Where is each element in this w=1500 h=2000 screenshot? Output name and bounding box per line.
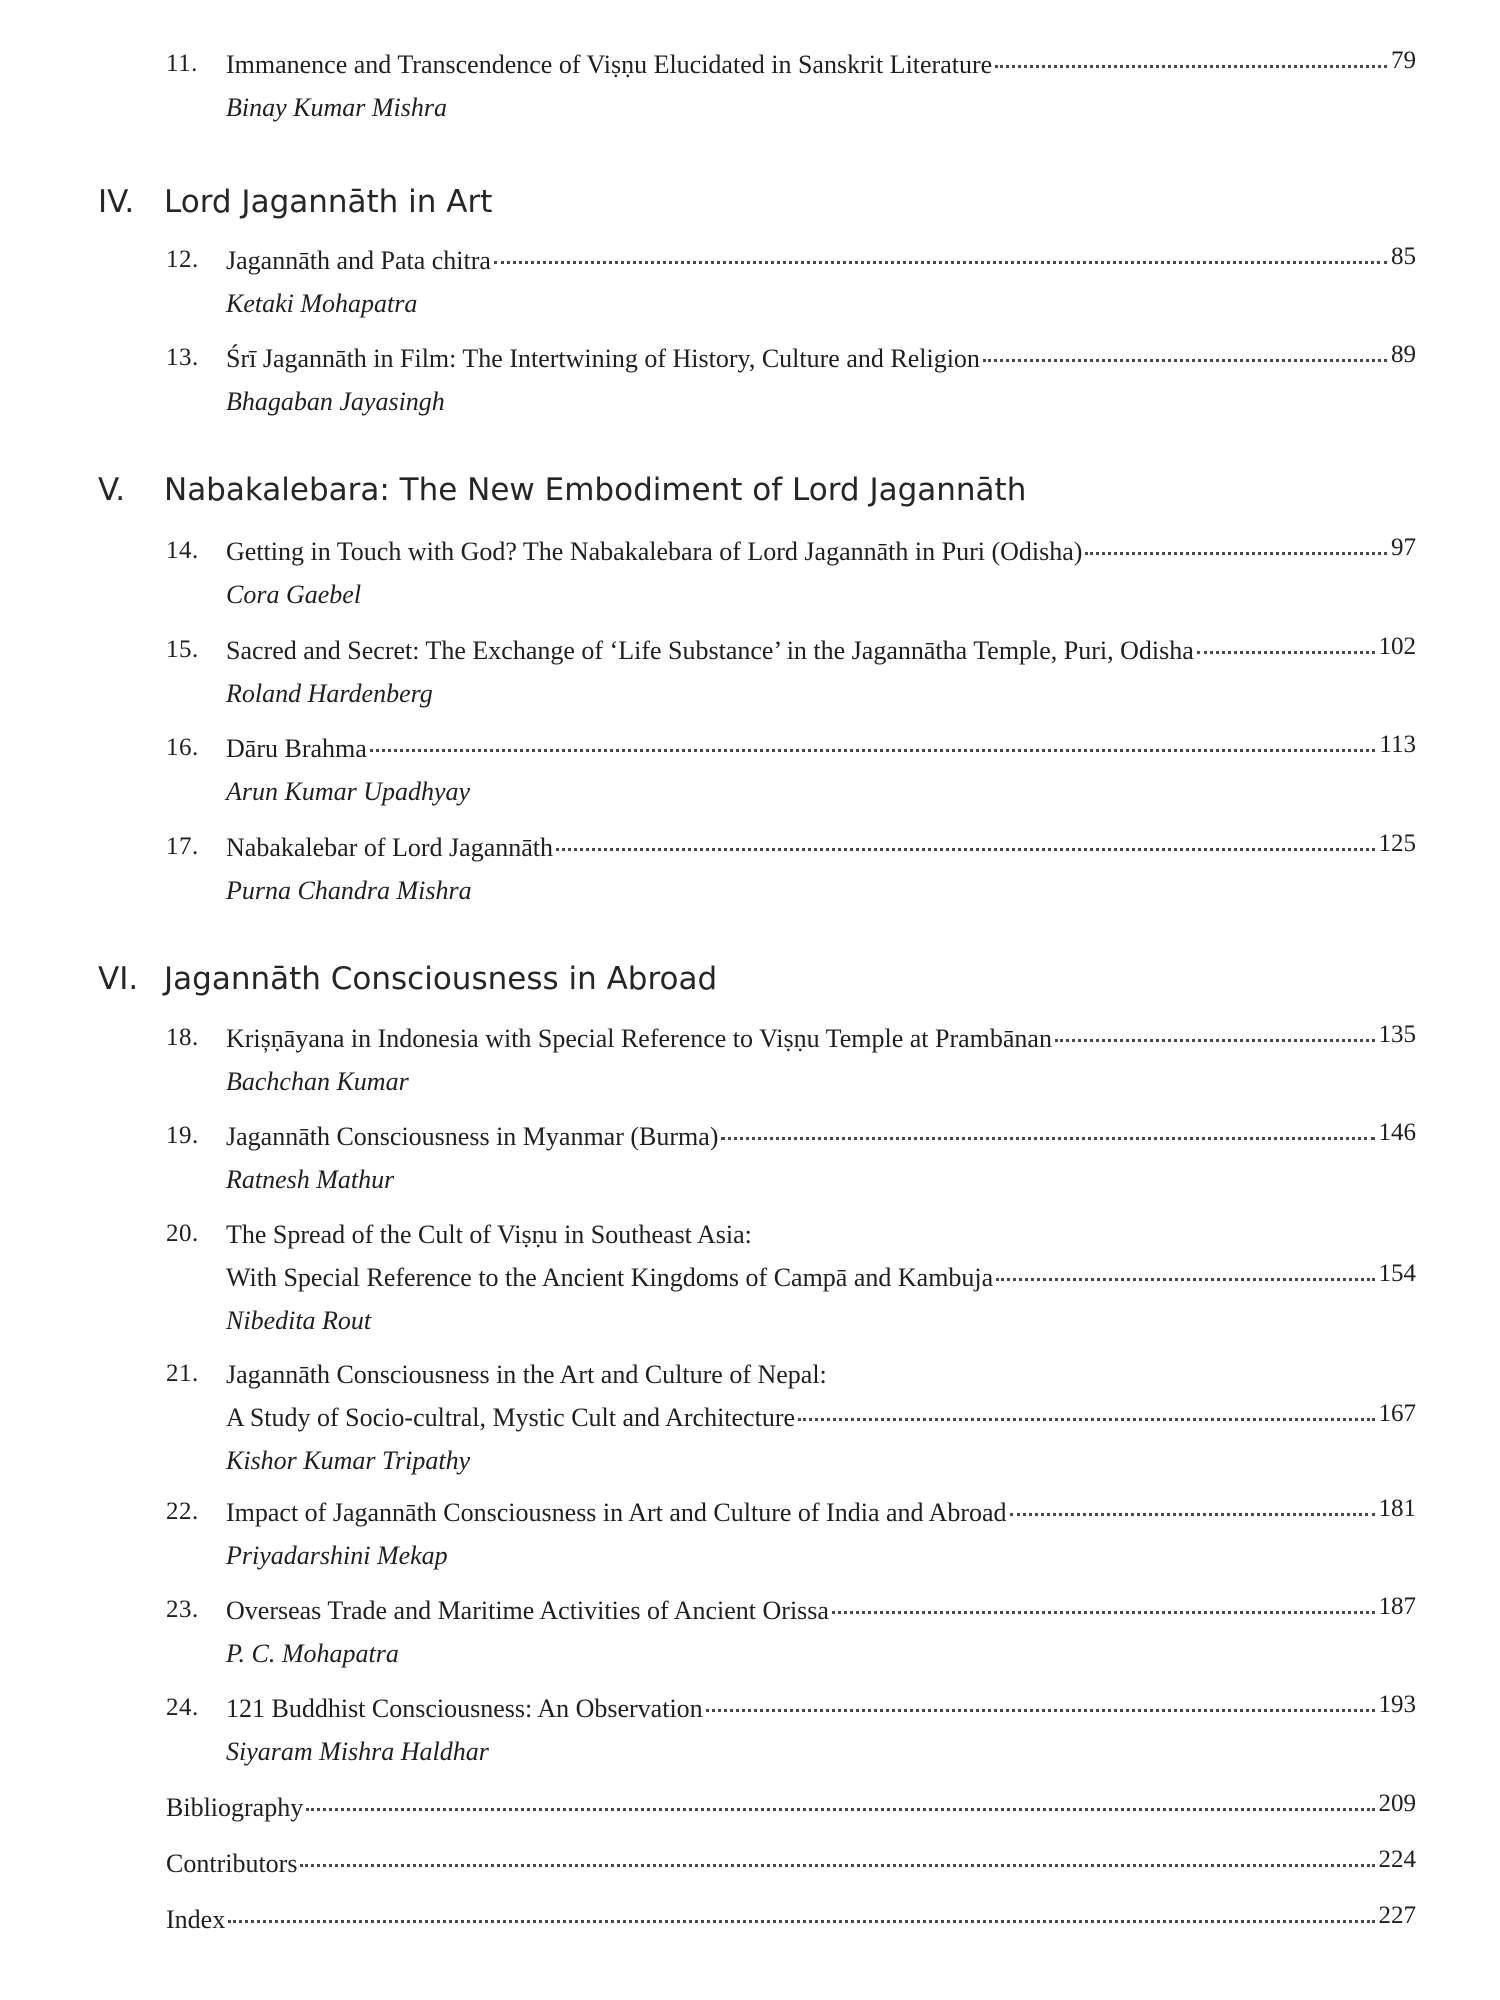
entry-author: Kishor Kumar Tripathy <box>226 1446 471 1475</box>
entry-number: 13. <box>166 344 199 371</box>
dot-leader <box>798 1418 1374 1421</box>
section-title: Nabakalebara: The New Embodiment of Lord Jagannāth <box>164 472 1027 508</box>
entry-title-line-1: Jagannāth Consciousness in the Art and Culture of Nepal: <box>226 1360 827 1389</box>
entry-author: Bachchan Kumar <box>226 1067 409 1096</box>
entry-title: Nabakalebar of Lord Jagannāth <box>226 833 554 862</box>
dot-leader <box>995 65 1387 68</box>
entry-title: Immanence and Transcendence of Viṣṇu Elucidated in Sanskrit Literature <box>226 50 993 79</box>
dot-leader <box>370 749 1376 752</box>
entry-page: 79 <box>1391 47 1416 74</box>
dot-leader <box>721 1137 1374 1140</box>
entry-number: 22. <box>166 1498 199 1525</box>
entry-page: 146 <box>1378 1119 1416 1146</box>
back-matter-title: Index <box>166 1905 226 1934</box>
dot-leader <box>1055 1039 1375 1042</box>
entry-page: 125 <box>1378 830 1416 857</box>
entry-title: Getting in Touch with God? The Nabakalebara of Lord Jagannāth in Puri (Odisha) <box>226 537 1083 566</box>
entry-author: Siyaram Mishra Haldhar <box>226 1737 489 1766</box>
back-matter-title: Bibliography <box>166 1793 304 1822</box>
entry-author: Arun Kumar Upadhyay <box>226 777 471 806</box>
entry-number: 16. <box>166 734 199 761</box>
entry-title: Krișṇāyana in Indonesia with Special Reference to Viṣṇu Temple at Prambānan <box>226 1024 1052 1053</box>
entry-title: Dāru Brahma <box>226 734 367 763</box>
entry-author: Bhagaban Jayasingh <box>226 387 445 416</box>
entry-page: 181 <box>1378 1495 1416 1522</box>
section-number: V. <box>98 472 126 508</box>
entry-title: A Study of Socio-cultral, Mystic Cult and Architecture <box>226 1403 796 1432</box>
entry-title: Impact of Jagannāth Consciousness in Art and Culture of India and Abroad <box>226 1498 1007 1527</box>
dot-leader <box>494 261 1387 264</box>
dot-leader <box>706 1709 1375 1712</box>
section-heading-vi <box>98 961 717 997</box>
entry-title: Sacred and Secret: The Exchange of ‘Life Substance’ in the Jagannātha Temple, Puri, Odisha <box>226 636 1194 665</box>
entry-number: 21. <box>166 1360 199 1387</box>
entry-page: 113 <box>1379 731 1416 758</box>
entry-number: 18. <box>166 1024 199 1051</box>
entry-number: 12. <box>166 246 199 273</box>
dot-leader <box>1085 552 1387 555</box>
entry-page: 102 <box>1378 633 1416 660</box>
entry-page: 154 <box>1378 1260 1416 1287</box>
section-title: Lord Jagannāth in Art <box>164 184 493 220</box>
dot-leader <box>228 1920 1374 1923</box>
section-title: Jagannāth Consciousness in Abroad <box>164 961 718 997</box>
entry-author: Nibedita Rout <box>226 1306 372 1335</box>
entry-number: 11. <box>166 50 198 77</box>
back-matter-page: 209 <box>1378 1790 1416 1817</box>
dot-leader <box>300 1864 1374 1867</box>
entry-page: 97 <box>1391 534 1416 561</box>
entry-title: With Special Reference to the Ancient Kingdoms of Campā and Kambuja <box>226 1263 994 1292</box>
back-matter-page: 224 <box>1378 1846 1416 1873</box>
back-matter-contributors <box>166 1846 1416 1879</box>
entry-page: 85 <box>1391 243 1416 270</box>
entry-number: 17. <box>166 833 199 860</box>
entry-page: 135 <box>1378 1021 1416 1048</box>
back-matter-bibliography <box>166 1790 1416 1823</box>
back-matter-index <box>166 1902 1416 1935</box>
entry-author: Priyadarshini Mekap <box>226 1541 448 1570</box>
dot-leader <box>556 848 1374 851</box>
entry-author: Purna Chandra Mishra <box>226 876 472 905</box>
dot-leader <box>996 1278 1374 1281</box>
entry-title: Jagannāth and Pata chitra <box>226 246 491 275</box>
section-number: VI. <box>98 961 139 997</box>
dot-leader <box>832 1611 1375 1614</box>
entry-author: Ketaki Mohapatra <box>226 289 418 318</box>
back-matter-page: 227 <box>1378 1902 1416 1929</box>
entry-page: 89 <box>1391 341 1416 368</box>
section-heading-v <box>98 472 1026 508</box>
entry-number: 23. <box>166 1596 199 1623</box>
entry-number: 15. <box>166 636 199 663</box>
entry-title-line-1: The Spread of the Cult of Viṣṇu in Southeast Asia: <box>226 1220 752 1249</box>
entry-page: 193 <box>1378 1691 1416 1718</box>
entry-number: 20. <box>166 1220 199 1247</box>
dot-leader <box>306 1808 1374 1811</box>
entry-author: Ratnesh Mathur <box>226 1165 395 1194</box>
dot-leader <box>1197 651 1375 654</box>
entry-page: 187 <box>1378 1593 1416 1620</box>
back-matter-title: Contributors <box>166 1849 298 1878</box>
entry-number: 19. <box>166 1122 199 1149</box>
entry-title: Jagannāth Consciousness in Myanmar (Burma) <box>226 1122 719 1151</box>
entry-title: 121 Buddhist Consciousness: An Observation <box>226 1694 703 1723</box>
entry-number: 24. <box>166 1694 199 1721</box>
entry-number: 14. <box>166 537 199 564</box>
entry-author: Roland Hardenberg <box>226 679 433 708</box>
section-number: IV. <box>98 184 135 220</box>
entry-title: Overseas Trade and Maritime Activities of Ancient Orissa <box>226 1596 829 1625</box>
dot-leader <box>1010 1513 1375 1516</box>
section-heading-iv <box>98 184 492 220</box>
dot-leader <box>983 359 1387 362</box>
entry-page: 167 <box>1378 1400 1416 1427</box>
entry-author: Binay Kumar Mishra <box>226 93 447 122</box>
entry-author: Cora Gaebel <box>226 580 362 609</box>
entry-title: Śrī Jagannāth in Film: The Intertwining of History, Culture and Religion <box>226 344 980 373</box>
entry-author: P. C. Mohapatra <box>226 1639 399 1668</box>
